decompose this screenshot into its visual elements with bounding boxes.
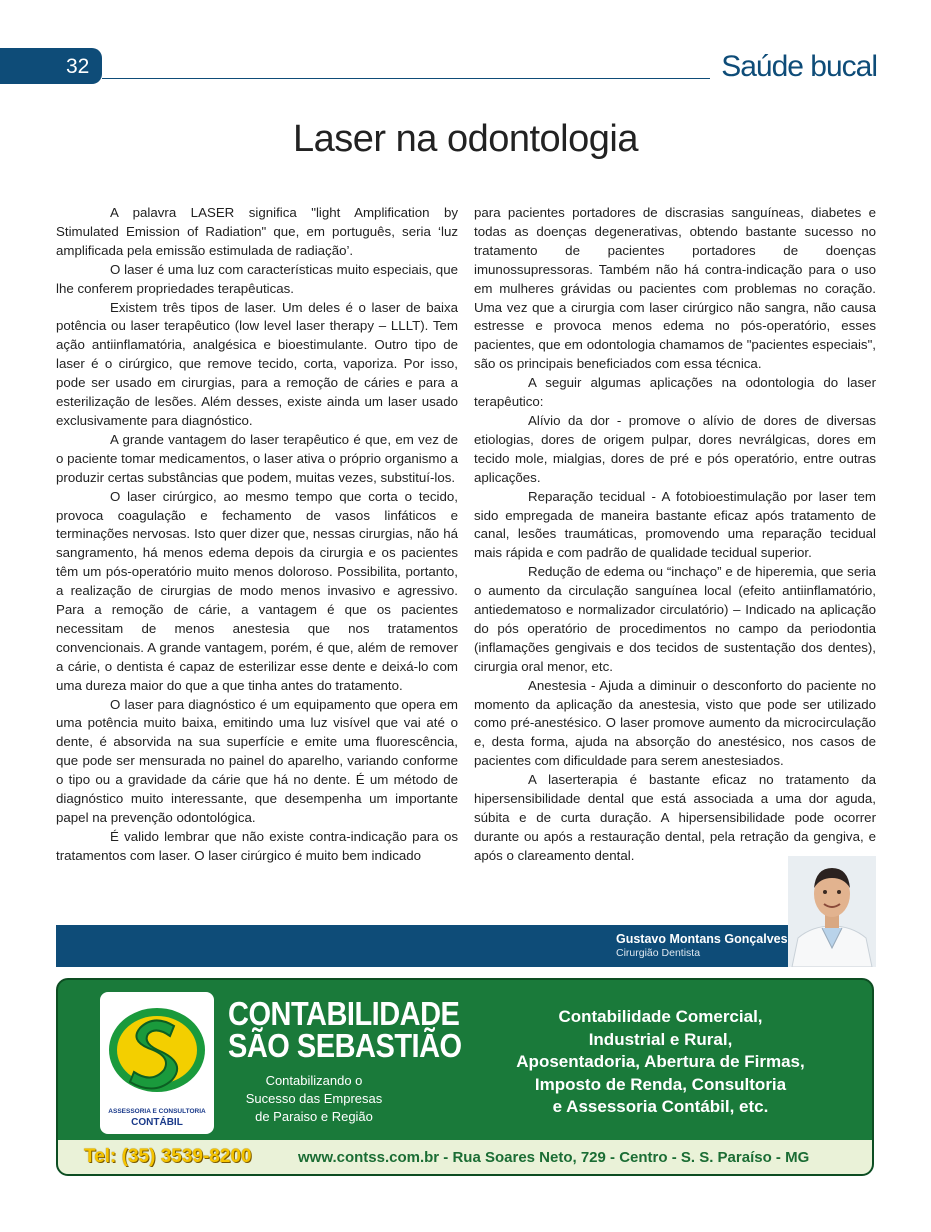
ad-services-list (478, 1006, 843, 1119)
article-column-right (474, 204, 876, 866)
paragraph: A palavra LASER significa "light Amplification by Stimulated Emission of Radiation" que, em português, seria ‘luz amplificada pela emissão estimulada de radiação’. (56, 205, 458, 258)
ad-brand-name-line2: SÃO SEBASTIÃO (228, 1028, 462, 1065)
article-title: Laser na odontologia (293, 118, 638, 160)
ad-brand-name-line1: CONTABILIDADE (228, 996, 460, 1033)
paragraph: Anestesia - Ajuda a diminuir o desconforto do paciente no momento da aplicação da anestesia, visto que pode ser utilizado como pré-anestésico. O laser promove aumento da microcirculação e, desta forma, ajuda na absorção do anestésico, nos casos de pacientes com dificuldade para serem anestesiados. (474, 677, 876, 769)
author-name: Gustavo Montans Gonçalves (616, 932, 788, 946)
ad-service-line: e Assessoria Contábil, etc. (552, 1097, 769, 1116)
page-number: 32 (66, 55, 90, 78)
paragraph: Reparação tecidual - A fotobioestimulação por laser tem sido empregada de maneira bastante eficaz após tratamento de canal, lesões traumáticas, promovendo uma reparação tecidual mais rápida e com padrão de qualidade tecidual superior. (474, 488, 876, 561)
paragraph-continuation: para pacientes portadores de discrasias sanguíneas, diabetes e todas as doenças degenerativas, obtendo bastante sucesso no tratamento de pacientes portadores de doenças imunossupressoras. Também não há contra-indicação para o uso em mulheres grávidas ou pacientes com problemas no coração. Uma vez que a cirurgia com laser cirúrgico não sangra, não causa estresse e provoca menos edema no pós-operatório, esses pacientes, que em odontologia chamamos de "pacientes especiais", são os principais beneficiados com essa técnica. (474, 205, 876, 372)
ad-address: www.contss.com.br - Rua Soares Neto, 729 - Centro - S. S. Paraíso - MG (298, 1149, 810, 1166)
ad-service-line: Aposentadoria, Abertura de Firmas, (516, 1052, 805, 1071)
paragraph: O laser para diagnóstico é um equipamento que opera em uma potência muito baixa, emitindo uma luz visível que vai até o dente, é absorvida na sua superfície e emite uma fluorescência, que pode ser mensurada no painel do aparelho, variando conforme o tipo ou a gravidade da cárie que há no dente. É um método de diagnóstico muito interessante, que desempenha um importante papel na prevenção odontológica. (56, 696, 458, 825)
ad-service-line: Imposto de Renda, Consultoria (534, 1074, 787, 1094)
article-column-left (56, 204, 458, 866)
paragraph: O laser cirúrgico, ao mesmo tempo que corta o tecido, provoca coagulação e fechamento de vasos linfáticos e terminações nervosas. Isto quer dizer que, nessas cirurgias, não há sangramento, há menos edema depois da cirurgia e os pacientes têm um pós-operatório muito menos doloroso. Possibilita, portanto, a realização de cirurgias de modo menos invasivo e agressivo. Para a remoção de cárie, a vantagem é que os pacientes necessitam de menos anestesia que nos tratamentos convencionais. A grande vantagem, porém, é que, além de remover a cárie, o dentista é capaz de esterilizar esse dente e deixá-lo com uma dureza maior do que a que tinha antes do tratamento. (56, 488, 458, 693)
company-logo (100, 992, 214, 1134)
paragraph: Existem três tipos de laser. Um deles é o laser de baixa potência ou laser terapêutico (low level laser therapy – LLLT). Tem ação antiinflamatória, analgésica e bioestimulante. Outro tipo de laser é o cirúrgico, que remove tecido, corta, vaporiza. Por isso, pode ser usado em cirurgias, para a remoção de cáries e para a esterilização de lesões. Além desses, existe ainda um laser usado exclusivamente para diagnóstico. (56, 299, 458, 428)
logo-caption-bottom: CONTÁBIL (131, 1117, 183, 1128)
logo-caption-top: ASSESSORIA E CONSULTORIA (108, 1108, 206, 1115)
author-photo (788, 856, 876, 967)
advertisement-banner (56, 978, 874, 1176)
paragraph: Redução de edema ou “inchaço” e de hiperemia, que seria o aumento da circulação sanguínea local (efeito antiinflamatório, antiedematoso e normalizador circulatório) – Indicado na aplicação do pós operatório de procedimentos no campo da periodontia (inflamações gengivais e dos tecidos de sustentação dos dentes), cirurgia oral menor, etc. (474, 564, 876, 674)
paragraph: A laserterapia é bastante eficaz no tratamento da hipersensibilidade dental que está associada a uma dor aguda, súbita e de curta duração. A hipersensibilidade pode ocorrer durante ou após a restauração dental, pela retração da gengiva, e após o clareamento dental. (474, 772, 876, 863)
ad-tagline: Contabilizando o Sucesso das Empresas de Paraiso e Região (245, 1073, 383, 1124)
ad-service-line: Contabilidade Comercial, (558, 1007, 763, 1026)
paragraph: A seguir algumas aplicações na odontologia do laser terapêutico: (474, 375, 876, 410)
logo-s-emblem (106, 996, 208, 1106)
section-title: Saúde bucal (721, 50, 877, 83)
ad-service-line: Industrial e Rural, (588, 1029, 733, 1049)
paragraph: É valido lembrar que não existe contra-indicação para os tratamentos com laser. O laser cirúrgico é muito bem indicado (56, 828, 458, 863)
author-role: Cirurgião Dentista (616, 947, 701, 959)
paragraph: O laser é uma luz com características muito especiais, que lhe conferem propriedades terapêuticas. (56, 261, 458, 296)
paragraph: A grande vantagem do laser terapêutico é que, em vez de o paciente tomar medicamentos, o laser ativa o próprio organismo a produzir certas substâncias que podem, muitas vezes, substituí-los. (56, 431, 458, 485)
header-rule (102, 78, 710, 79)
paragraph: Alívio da dor - promove o alívio de dores de diversas etiologias, dores de origem pulpar, dores nevrálgicas, dores em tecido mole, mialgias, dores de pré e pós operatório, entre outras aplicações. (474, 412, 876, 485)
ad-phone: Tel: (35) 3539-8200 (84, 1146, 252, 1167)
